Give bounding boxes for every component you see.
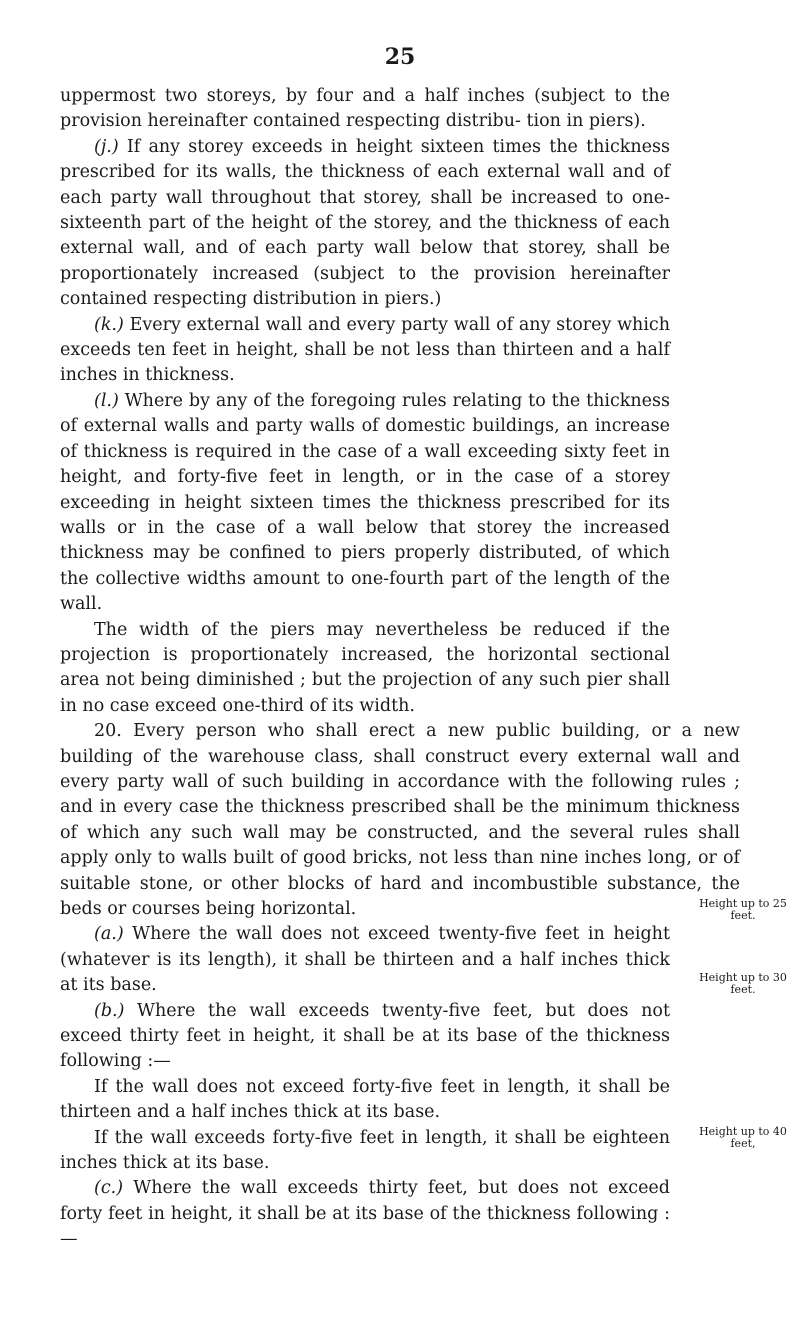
page-number: 25 (384, 44, 416, 70)
clause-label-j: (j.) (94, 136, 119, 157)
paragraph-section-20: 20. Every person who shall erect a new public building, or a new building of the warehouse class, shall construct every external wall and every party wall of such building in accordance with the following rules ; and in every case the thickness prescribed shall be the minimum thickness of which any such wall may be constructed, and the several rules shall apply only to walls built of good bricks, not less than nine inches long, or of suitable stone, or other blocks of hard and incombustible substance, the beds or courses being horizontal. (60, 721, 740, 919)
paragraph-length-45-over: If the wall exceeds forty-five feet in length, it shall be eighteen inches thick at its base. (60, 1127, 670, 1174)
clause-text-b: Where the wall exceeds twenty-five feet, but does not exceed thirty feet in height, it shall be at its base of the thickness following :— (60, 1000, 670, 1072)
clause-label-b: (b.) (94, 1000, 125, 1021)
margin-note-30-feet: Height up to 30 feet. (699, 971, 787, 996)
clause-text-j: If any storey exceeds in height sixteen times the thickness prescribed for its walls, the thickness of each external wall and of each party wall throughout that storey, shall be increased to one-sixteenth part of the height of the storey, and the thickness of each external wall, and of each party wall below that storey, shall be proportionately increased (subject to the provision hereinafter contained respecting distribution in piers.) (60, 136, 670, 310)
body-text (60, 84, 740, 1253)
margin-note-25-feet: Height up to 25 feet. (699, 897, 787, 922)
margin-note-40-feet: Height up to 40 feet, (699, 1125, 787, 1150)
paragraph-piers: The width of the piers may nevertheless be reduced if the projection is proportionately increased, the horizontal sectional area not being diminished ; but the projection of any such pier shall in no case exceed one-third of its width. (60, 619, 670, 716)
paragraph-clause-j (60, 135, 670, 313)
clause-label-l: (l.) (94, 390, 119, 411)
clause-text-k: Every external wall and every party wall of any storey which exceeds ten feet in height, shall be not less than thirteen and a half inches in thickness. (60, 314, 670, 386)
clause-text-a: Where the wall does not exceed twenty-five feet in height (whatever is its length), it shall be thirteen and a half inches thick at its base. (60, 924, 670, 996)
paragraph-clause-l (60, 389, 670, 618)
clause-text-l: Where by any of the foregoing rules relating to the thickness of external walls and party walls of domestic buildings, an increase of thickness is required in the case of a wall exceeding sixty feet in height, and forty-five feet in length, or in the case of a storey exceeding in height sixteen times the thickness prescribed for its walls or in the case of a wall below that storey the increased thickness may be confined to piers properly distributed, of which the collective widths amount to one-fourth part of the length of the wall. (60, 390, 670, 615)
paragraph-clause-k (60, 313, 670, 389)
paragraph-clause-c (60, 1176, 670, 1252)
paragraph-continuation: uppermost two storeys, by four and a half inches (subject to the provision hereinafter contained respecting distribu- tion in piers). (60, 86, 670, 132)
clause-label-a: (a.) (94, 924, 124, 945)
clause-text-c: Where the wall exceeds thirty feet, but does not exceed forty feet in height, it shall be at its base of the thickness following :— (60, 1178, 670, 1250)
paragraph-clause-a (60, 922, 670, 998)
clause-label-c: (c.) (94, 1178, 124, 1199)
paragraph-clause-b (60, 999, 670, 1075)
paragraph-length-45-under: If the wall does not exceed forty-five feet in length, it shall be thirteen and a half inches thick at its base. (60, 1076, 670, 1123)
clause-label-k: (k.) (94, 314, 124, 335)
